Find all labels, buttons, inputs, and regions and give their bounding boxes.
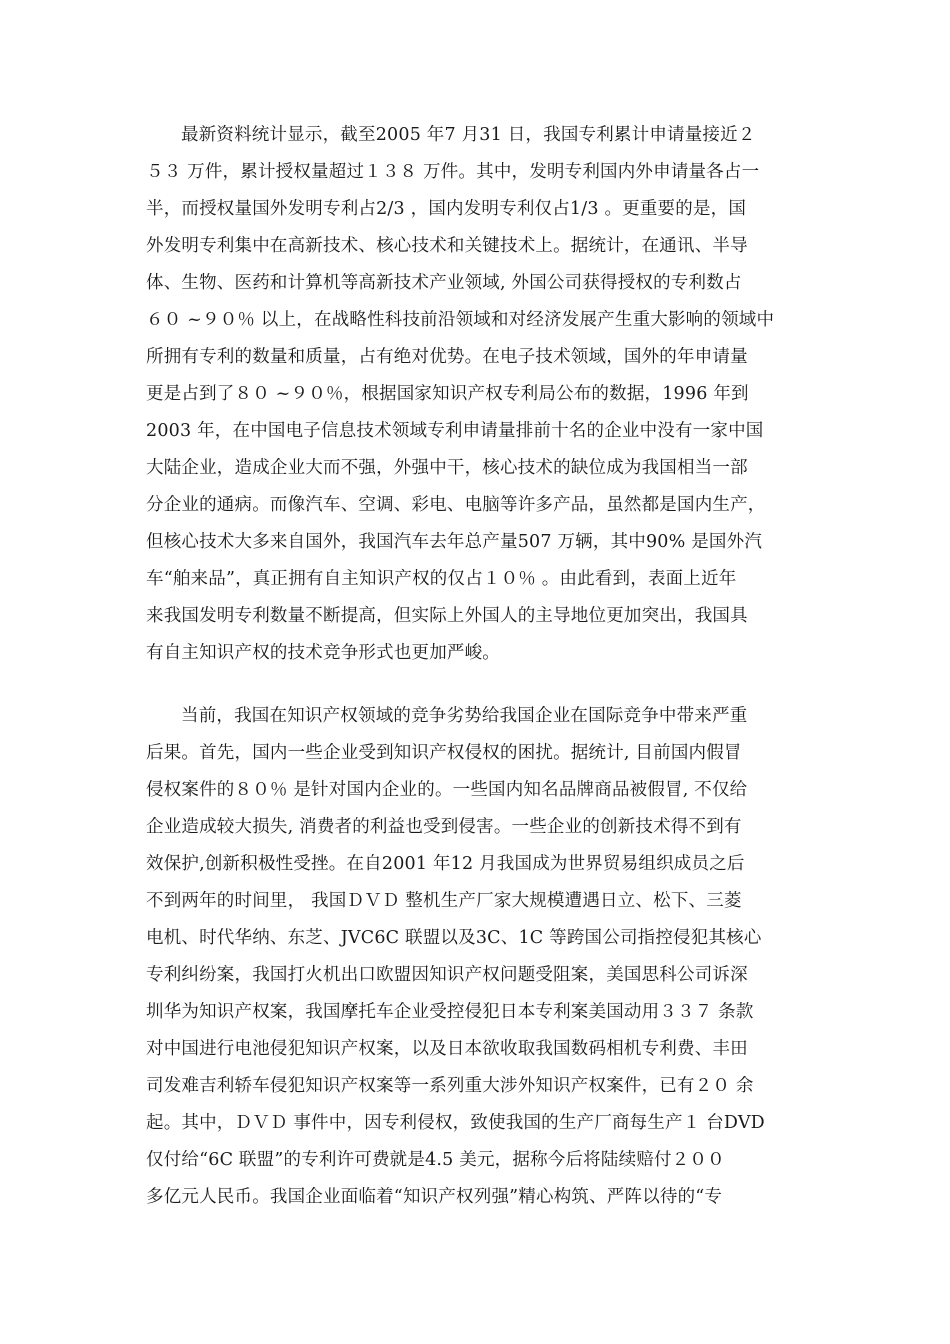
paragraph-1-line-2: ５３ 万件，累计授权量超过１３８ 万件。其中，发明专利国内外申请量各占一 [146,162,760,182]
paragraph-1-line-12: 但核心技术大多来自国外，我国汽车去年总产量507 万辆，其中90% 是国外汽 [146,532,763,552]
paragraph-2-line-2: 后果。首先，国内一些企业受到知识产权侵权的困扰。据统计, 目前国内假冒 [146,743,742,763]
paragraph-2-line-1: 当前，我国在知识产权领域的竞争劣势给我国企业在国际竞争中带来严重 [181,706,748,726]
paragraph-2-line-7: 电机、时代华纳、东芝、JVC6C 联盟以及3C、1C 等跨国公司指控侵犯其核心 [146,928,762,948]
paragraph-1-line-1: 最新资料统计显示，截至2005 年7 月31 日，我国专利累计申请量接近２ [181,125,756,145]
paragraph-2-line-13: 仅付给“6C 联盟”的专利许可费就是4.5 美元，据称今后将陆续赔付２００ [146,1150,725,1170]
paragraph-1-line-8: 更是占到了８０ ~９０％，根据国家知识产权专利局公布的数据，1996 年到 [146,384,749,404]
paragraph-2-line-6: 不到两年的时间里， 我国ＤＶＤ 整机生产厂家大规模遭遇日立、松下、三菱 [146,891,742,911]
paragraph-2-line-4: 企业造成较大损失, 消费者的利益也受到侵害。一些企业的创新技术得不到有 [146,817,742,837]
paragraph-2-line-11: 司发难吉利轿车侵犯知识产权案等一系列重大涉外知识产权案件，已有２０ 余 [146,1076,754,1096]
paragraph-1-line-15: 有自主知识产权的技术竞争形式也更加严峻。 [146,643,500,663]
paragraph-1-line-14: 来我国发明专利数量不断提高，但实际上外国人的主导地位更加突出，我国具 [146,606,748,626]
paragraph-1-line-6: ６０ ~９０％ 以上，在战略性科技前沿领域和对经济发展产生重大影响的领域中 [146,310,775,330]
paragraph-2-line-10: 对中国进行电池侵犯知识产权案，以及日本欲收取我国数码相机专利费、丰田 [146,1039,748,1059]
paragraph-1-line-9: 2003 年，在中国电子信息技术领域专利申请量排前十名的企业中没有一家中国 [146,421,764,441]
paragraph-1-line-11: 分企业的通病。而像汽车、空调、彩电、电脑等许多产品，虽然都是国内生产， [146,495,766,515]
paragraph-2-line-8: 专利纠纷案，我国打火机出口欧盟因知识产权问题受阻案，美国思科公司诉深 [146,965,748,985]
paragraph-2-line-3: 侵权案件的８０％ 是针对国内企业的。一些国内知名品牌商品被假冒, 不仅给 [146,780,748,800]
paragraph-2-line-14: 多亿元人民币。我国企业面临着“知识产权列强”精心构筑、严阵以待的“专 [146,1187,723,1207]
paragraph-1-line-7: 所拥有专利的数量和质量，占有绝对优势。在电子技术领域，国外的年申请量 [146,347,748,367]
paragraph-1-line-10: 大陆企业，造成企业大而不强，外强中干，核心技术的缺位成为我国相当一部 [146,458,748,478]
paragraph-2-line-12: 起。其中，ＤＶＤ 事件中，因专利侵权，致使我国的生产厂商每生产１ 台DVD [146,1113,765,1133]
paragraph-2-line-5: 效保护,创新积极性受挫。在自2001 年12 月我国成为世界贸易组织成员之后 [146,854,745,874]
paragraph-1-line-5: 体、生物、医药和计算机等高新技术产业领域, 外国公司获得授权的专利数占 [146,273,742,293]
paragraph-1-line-3: 半，而授权量国外发明专利占2/3 ，国内发明专利仅占1/3 。更重要的是，国 [146,199,747,219]
paragraph-2-line-9: 圳华为知识产权案，我国摩托车企业受控侵犯日本专利案美国动用３３７ 条款 [146,1002,754,1022]
paragraph-1-line-13: 车“舶来品”，真正拥有自主知识产权的仅占１０％ 。由此看到，表面上近年 [146,569,737,589]
paragraph-1-line-4: 外发明专利集中在高新技术、核心技术和关键技术上。据统计，在通讯、半导 [146,236,748,256]
